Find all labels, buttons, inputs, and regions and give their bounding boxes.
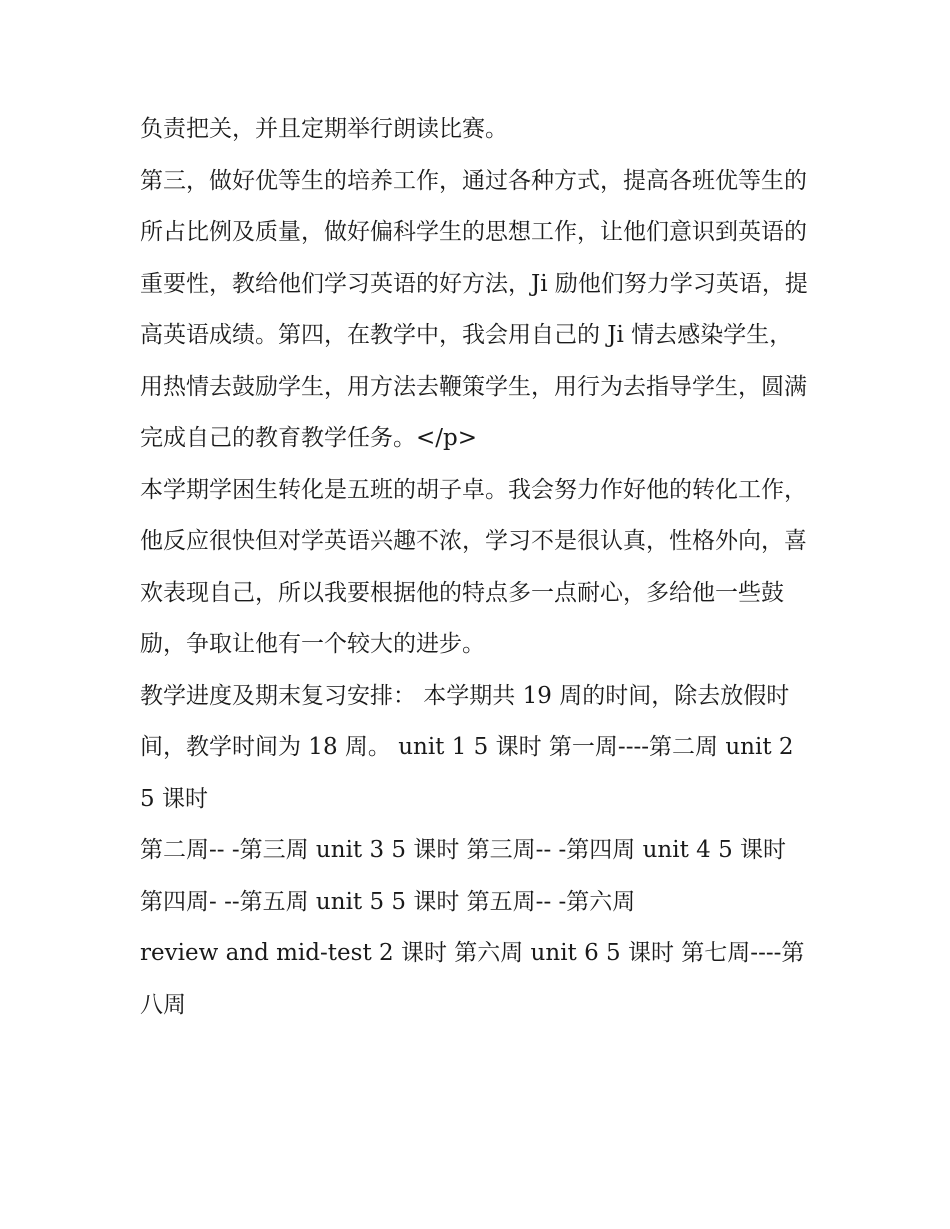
- paragraph-schedule-intro: 教学进度及期末复习安排： 本学期共 19 周的时间，除去放假时间，教学时间为 18 周。 unit 1 5 课时 第一周----第二周 unit 2 5 课时: [140, 682, 801, 812]
- paragraph-schedule-unit-5: 第四周- --第五周 unit 5 5 课时 第五周-- -第六周: [140, 888, 636, 915]
- paragraph-struggling-student: 本学期学困生转化是五班的胡子卓。我会努力作好他的转化工作，他反应很快但对学英语兴趣不浓，学习不是很认真，性格外向，喜欢表现自己，所以我要根据他的特点多一点耐心，多给他一些鼓励，争取让他有一个较大的进步。: [140, 476, 807, 657]
- paragraph-schedule-units-3-4: 第二周-- -第三周 unit 3 5 课时 第三周-- -第四周 unit 4 5 课时: [140, 837, 787, 863]
- paragraph-top-students: 第三，做好优等生的培养工作，通过各种方式，提高各班优等生的所占比例及质量，做好偏科学生的思想工作，让他们意识到英语的重要性，教给他们学习英语的好方法，Ji 励他们努力学习英语，提高英语成绩。第四，在教学中，我会用自己的 Ji 情去感染学生，用热情去鼓励学生，用方法去鞭策学生，用行为去指导学生，圆满完成自己的教育教学任务。</p>: [140, 167, 808, 451]
- paragraph-reading-contest: 负责把关，并且定期举行朗读比赛。: [140, 116, 508, 142]
- paragraph-schedule-review: review and mid-test 2 课时 第六周 unit 6 5 课时 第七周----第八周: [140, 940, 805, 1018]
- document-body: [140, 104, 815, 1031]
